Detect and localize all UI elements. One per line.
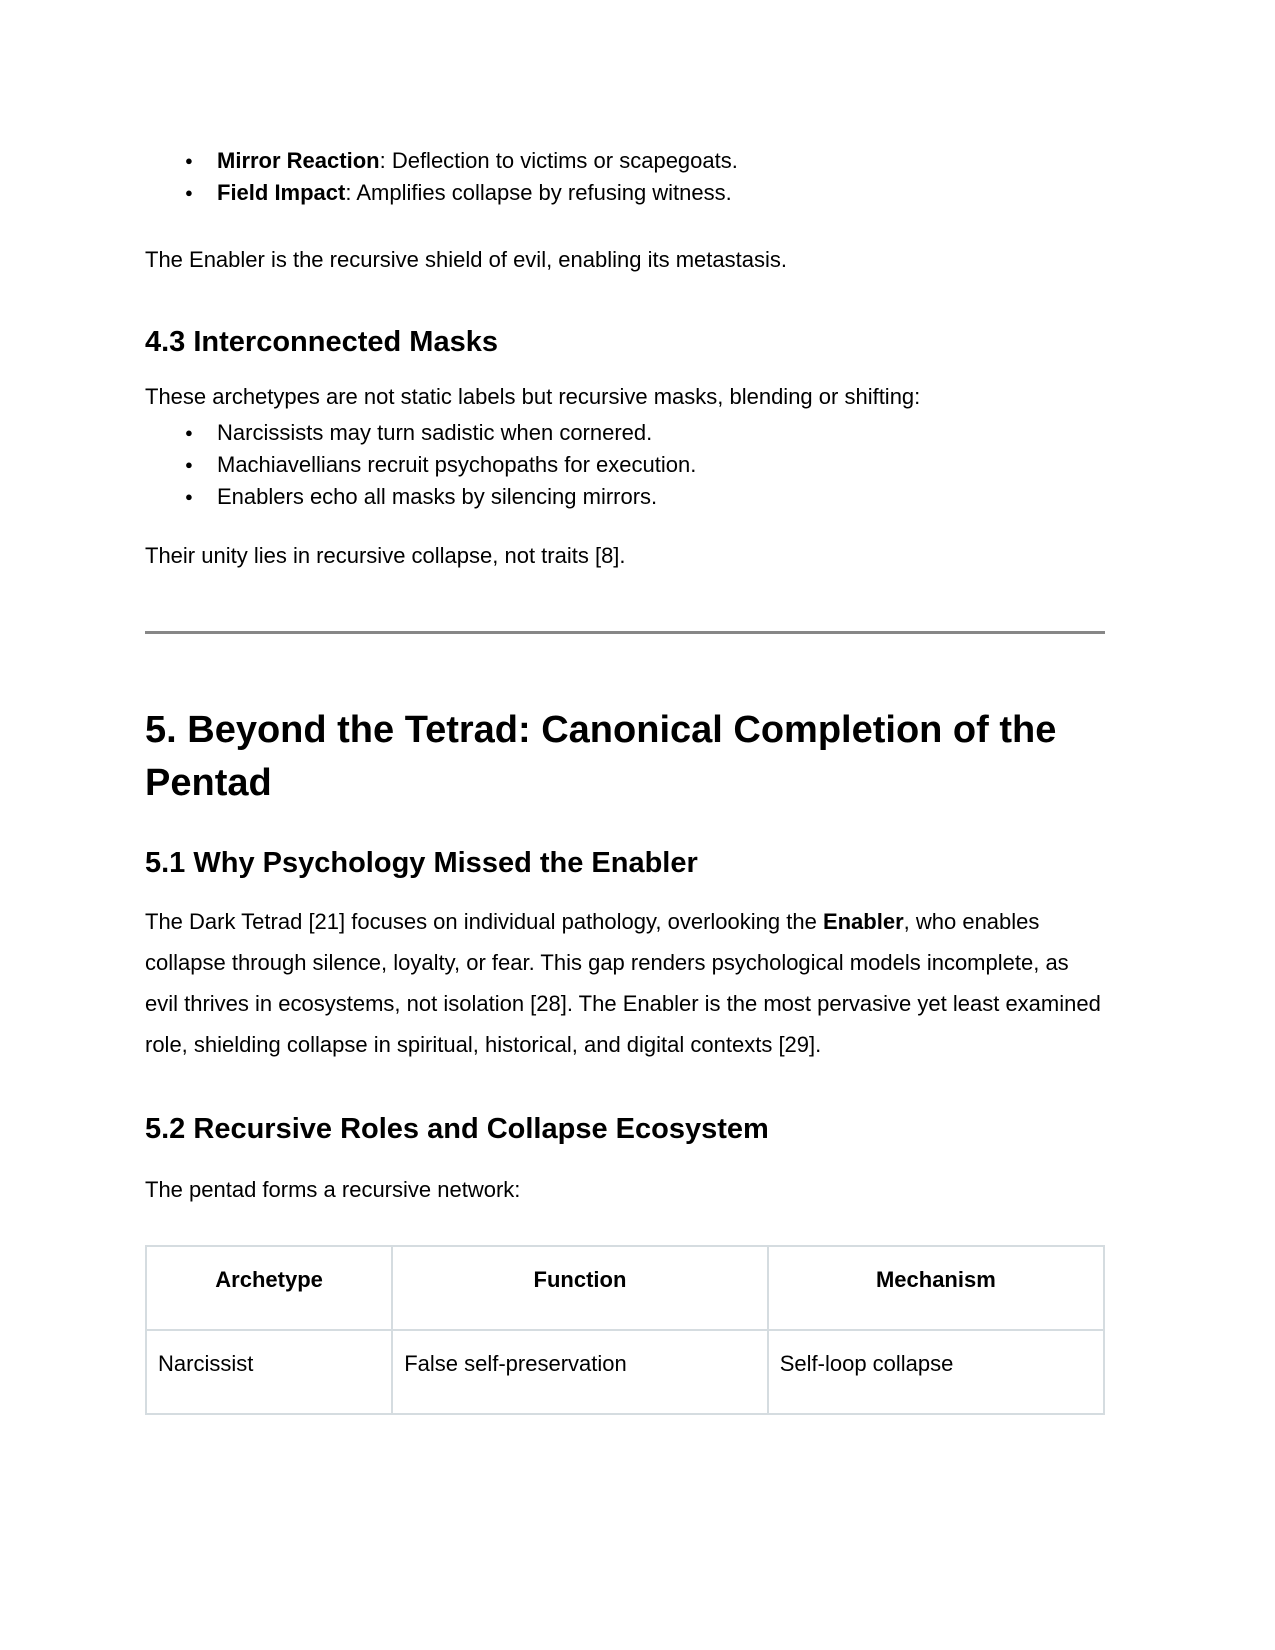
- list-item-label: Mirror Reaction: [217, 148, 380, 173]
- reaction-impact-list: [145, 145, 1105, 209]
- list-item: ● Machiavellians recruit psychopaths for execution.: [145, 449, 1105, 481]
- list-item: ● Enablers echo all masks by silencing mirrors.: [145, 481, 1105, 513]
- masks-list: [145, 417, 1105, 513]
- enabler-shield-paragraph: The Enabler is the recursive shield of evil, enabling its metastasis.: [145, 247, 787, 272]
- table-header-function: Function: [392, 1246, 768, 1330]
- table-header-archetype: Archetype: [146, 1246, 392, 1330]
- table-header-mechanism: Mechanism: [768, 1246, 1104, 1330]
- pentad-table: [145, 1245, 1105, 1415]
- unity-paragraph: Their unity lies in recursive collapse, not traits [8].: [145, 543, 626, 568]
- horizontal-rule: [145, 631, 1105, 634]
- why-missed-paragraph: [145, 901, 1105, 1065]
- table-cell-function: False self-preservation: [392, 1330, 768, 1414]
- table-cell-archetype: Narcissist: [146, 1330, 392, 1414]
- table-row: [146, 1330, 1104, 1414]
- table-cell-mechanism: Self-loop collapse: [768, 1330, 1104, 1414]
- list-item: [145, 145, 1105, 177]
- why-missed-text-pre: The Dark Tetrad [21] focuses on individual pathology, overlooking the: [145, 909, 823, 934]
- list-item-label: Field Impact: [217, 180, 346, 205]
- masks-intro-paragraph: These archetypes are not static labels but recursive masks, blending or shifting:: [145, 384, 921, 409]
- table-header-row: [146, 1246, 1104, 1330]
- why-missed-text-bold: Enabler: [822, 909, 904, 934]
- list-item: [145, 177, 1105, 209]
- list-item-text: : Amplifies collapse by refusing witness.: [345, 180, 732, 205]
- why-missed-text-post: , who enables collapse through silence, loyalty, or fear. This gap renders psychological models incomplete, as evil thrives in ecosystems, not isolation [28]. The Enabler is the most pervasive yet least examined role, shielding collapse in spiritual, historical, and digital contexts [29].: [145, 909, 1101, 1057]
- list-item-text: : Deflection to victims or scapegoats.: [379, 148, 738, 173]
- list-item: ● Narcissists may turn sadistic when cornered.: [145, 417, 1105, 449]
- section-heading-5: 5. Beyond the Tetrad: Canonical Completion of the Pentad: [145, 709, 1057, 804]
- section-heading-4-3: 4.3 Interconnected Masks: [145, 326, 498, 358]
- section-heading-5-2: 5.2 Recursive Roles and Collapse Ecosystem: [145, 1113, 769, 1145]
- section-heading-5-1: 5.1 Why Psychology Missed the Enabler: [145, 847, 698, 879]
- pentad-network-paragraph: The pentad forms a recursive network:: [145, 1177, 521, 1202]
